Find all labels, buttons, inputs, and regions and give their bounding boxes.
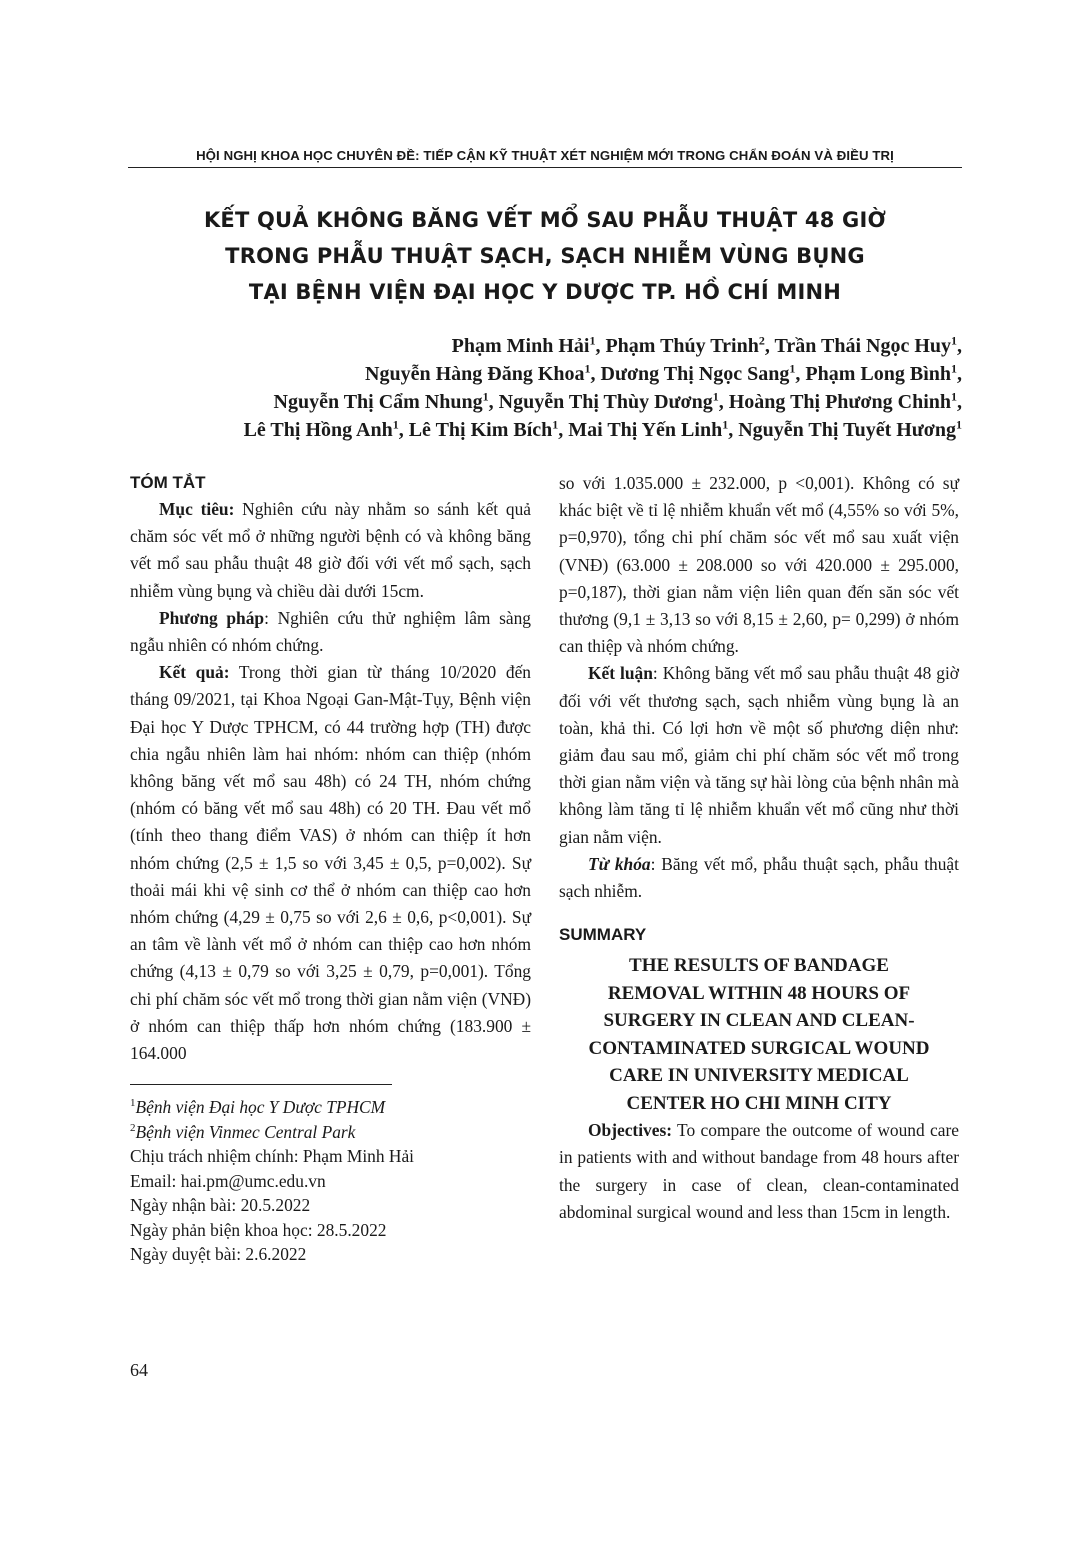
summary-title-line: REMOVAL WITHIN 48 HOURS OF [607,982,911,1004]
affiliation-mark: 2 [758,333,765,348]
affiliation-mark: 1 [951,389,957,404]
footnote-mark: 2 [130,1121,136,1134]
affiliation-2-text: Bệnh viện Vinmec Central Park [135,1121,356,1142]
affiliation-mark: 1 [951,333,957,348]
results-continued: so với 1.035.000 ± 232.000, p <0,001). Không có sự khác biệt về tỉ lệ nhiễm khuẩn vết mổ (4,55% so với 5%, p=0,970), tổng chi phí chăm sóc vết mổ sau xuất viện (VNĐ) (63.000 ± 208.000 so với 420.000 ± 295.000, p=0,187), thời gian nằm viện liên quan đến săn sóc vết thương (9,1 ± 3,13 so với 8,15 ± 2,60, p= 0,299) ở nhóm can thiệp và nhóm chứng. [559,473,959,657]
affiliation-2 [130,1120,531,1145]
affiliation-mark: 1 [712,389,719,404]
author-name: Trần Thái Ngọc Huy [774,335,951,357]
author-name: Lê Thị Hồng Anh [243,419,393,441]
email: Email: hai.pm@umc.edu.vn [130,1170,326,1191]
author-name: Nguyễn Hàng Đăng Khoa [365,363,585,385]
method-text: : Nghiên cứu thử nghiệm lâm sàng ngẫu nhiên có nhóm chứng. [130,607,531,656]
author-line-2: Nguyễn Hàng Đăng Khoa$^1$, Dương Thị Ngọc Sang$^1$, Phạm Long Bình$^1$, [365,361,962,385]
right-column [559,470,959,1226]
corresponding-author: Chịu trách nhiệm chính: Phạm Minh Hải [130,1146,415,1167]
results-label: Kết quả: [159,662,230,683]
author-line-3: Nguyễn Thị Cẩm Nhung$^1$, Nguyễn Thị Thùy Dương$^1$, Hoàng Thị Phương Chinh$^1$, [273,389,962,413]
affiliation-mark: 1 [482,389,489,404]
left-column [130,470,531,1267]
author-name: Mai Thị Yến Linh [568,419,723,441]
method-label: Phương pháp [159,607,265,628]
affiliation-1-text: Bệnh viện Đại học Y Dược TPHCM [135,1097,386,1118]
summary-heading: SUMMARY [559,925,647,945]
author-line-1: Phạm Minh Hải$^1$, Phạm Thúy Trinh$^2$, Trần Thái Ngọc Huy$^1$, [451,333,962,357]
footnote-rule [130,1084,392,1085]
conclusion-label: Kết luận [588,663,653,684]
title-line-3: TẠI BỆNH VIỆN ĐẠI HỌC Y DƯỢC TP. HỒ CHÍ MINH [248,280,842,304]
author-name: Phạm Minh Hải [451,335,590,357]
author-name: Nguyễn Thị Tuyết Hương [738,419,956,441]
objectives-label: Objectives: [588,1120,673,1141]
summary-title-line: CENTER HO CHI MINH CITY [626,1092,892,1114]
summary-title-line: CONTAMINATED SURGICAL WOUND [588,1037,930,1059]
author-name: Phạm Long Bình [805,363,951,385]
footnote-mark: 1 [130,1097,136,1110]
summary-title [559,952,959,1117]
objective-paragraph [130,496,531,605]
footnotes [130,1095,531,1267]
author-name: Nguyễn Thị Thùy Dương [498,391,713,413]
affiliation-mark: 1 [951,361,957,376]
author-name: Dương Thị Ngọc Sang [600,363,790,385]
summary-title-line: SURGERY IN CLEAN AND CLEAN- [603,1010,915,1032]
author-name: Phạm Thúy Trinh [605,335,759,357]
title-line-2: TRONG PHẪU THUẬT SẠCH, SẠCH NHIỄM VÙNG BỤNG [225,244,865,268]
objectives-text: To compare the outcome of wound care in patients with and without bandage from 48 hours after the surgery in case of clean, clean-contaminated abdominal surgical wound and less than 15cm in length. [559,1120,959,1222]
objective-text: Nghiên cứu này nhằm so sánh kết quả chăm sóc vết mổ ở những người bệnh có và không băng vết mổ sau phẫu thuật 48 giờ đối với vết mổ sạch, sạch nhiễm vùng bụng và chiều dài dưới 15cm. [130,499,531,601]
page-number: 64 [130,1360,148,1380]
date-accepted: Ngày duyệt bài: 2.6.2022 [130,1244,307,1265]
author-name: Nguyễn Thị Cẩm Nhung [273,391,483,413]
affiliation-mark: 1 [584,361,591,376]
author-line-4: Lê Thị Hồng Anh$^1$, Lê Thị Kim Bích$^1$, Mai Thị Yến Linh$^1$, Nguyễn Thị Tuyết Hương$^1$ [243,417,962,441]
objectives-paragraph [559,1117,959,1226]
affiliation-mark: 1 [392,417,399,432]
abstract-heading: TÓM TẮT [130,473,206,492]
objective-label: Mục tiêu: [159,499,235,519]
header-rule [128,167,962,168]
author-name: Lê Thị Kim Bích [408,419,553,441]
running-header: HỘI NGHỊ KHOA HỌC CHUYÊN ĐỀ: TIẾP CẬN KỸ THUẬT XÉT NGHIỆM MỚI TRONG CHẨN ĐOÁN VÀ ĐIỀU TRỊ [196,148,894,163]
keywords-text: : Băng vết mổ, phẫu thuật sạch, phẫu thuật sạch nhiễm. [559,853,959,902]
author-name: Hoàng Thị Phương Chinh [728,391,951,413]
author-list [244,332,962,444]
keywords-paragraph [559,851,959,905]
article-title [128,202,962,310]
date-reviewed: Ngày phản biện khoa học: 28.5.2022 [130,1219,387,1240]
affiliation-mark: 1 [789,361,796,376]
method-paragraph [130,605,531,659]
title-line-1: KẾT QUẢ KHÔNG BĂNG VẾT MỔ SAU PHẪU THUẬT 48 GIỜ [203,208,887,232]
conclusion-paragraph [559,660,959,850]
affiliation-mark: 1 [589,333,596,348]
summary-title-line: CARE IN UNIVERSITY MEDICAL [609,1065,909,1087]
conclusion-text: : Không băng vết mổ sau phẫu thuật 48 giờ đối với vết thương sạch, sạch nhiễm vùng bụng là an toàn, khả thi. Có lợi hơn về một số phương diện như: giảm đau sau mổ, giảm chi phí chăm sóc vết mổ trong thời gian nằm viện và tăng sự hài lòng của bệnh nhân mà không làm tăng tỉ lệ nhiễm khuẩn vết mổ cũng như thời gian nằm viện. [559,663,959,847]
summary-title-line: THE RESULTS OF BANDAGE [629,955,889,977]
affiliation-1 [130,1095,531,1120]
date-received: Ngày nhận bài: 20.5.2022 [130,1195,311,1216]
affiliation-mark: 1 [552,417,559,432]
affiliation-mark: 1 [956,417,962,432]
results-paragraph [130,659,531,1067]
affiliation-mark: 1 [722,417,729,432]
results-text-left: Trong thời gian từ tháng 10/2020 đến tháng 09/2021, tại Khoa Ngoại Gan-Mật-Tụy, Bệnh viện Đại học Y Dược TPHCM, có 44 trường hợp (TH) được chia ngẫu nhiên làm hai nhóm: nhóm can thiệp (nhóm không băng vết mổ sau 48h) có 24 TH, nhóm chứng (nhóm có băng vết mổ sau 48h) có 20 TH. Đau vết mổ (tính theo thang điểm VAS) ở nhóm can thiệp ít hơn nhóm chứng (2,5 ± 1,5 so với 3,45 ± 0,5, p=0,002). Sự thoải mái khi vệ sinh cơ thể ở nhóm can thiệp cao hơn nhóm chứng (4,29 ± 0,75 so với 2,6 ± 0,6, p<0,001). Sự an tâm về lành vết mổ ở nhóm can thiệp cao hơn nhóm chứng (4,13 ± 0,79 so với 3,25 ± 0,79, p=0,001). Tổng chi phí chăm sóc vết mổ trong thời gian nằm viện (VNĐ) ở nhóm can thiệp thấp hơn nhóm chứng (183.900 ± 164.000 [130,662,531,1064]
keywords-label: Từ khóa [588,853,651,874]
